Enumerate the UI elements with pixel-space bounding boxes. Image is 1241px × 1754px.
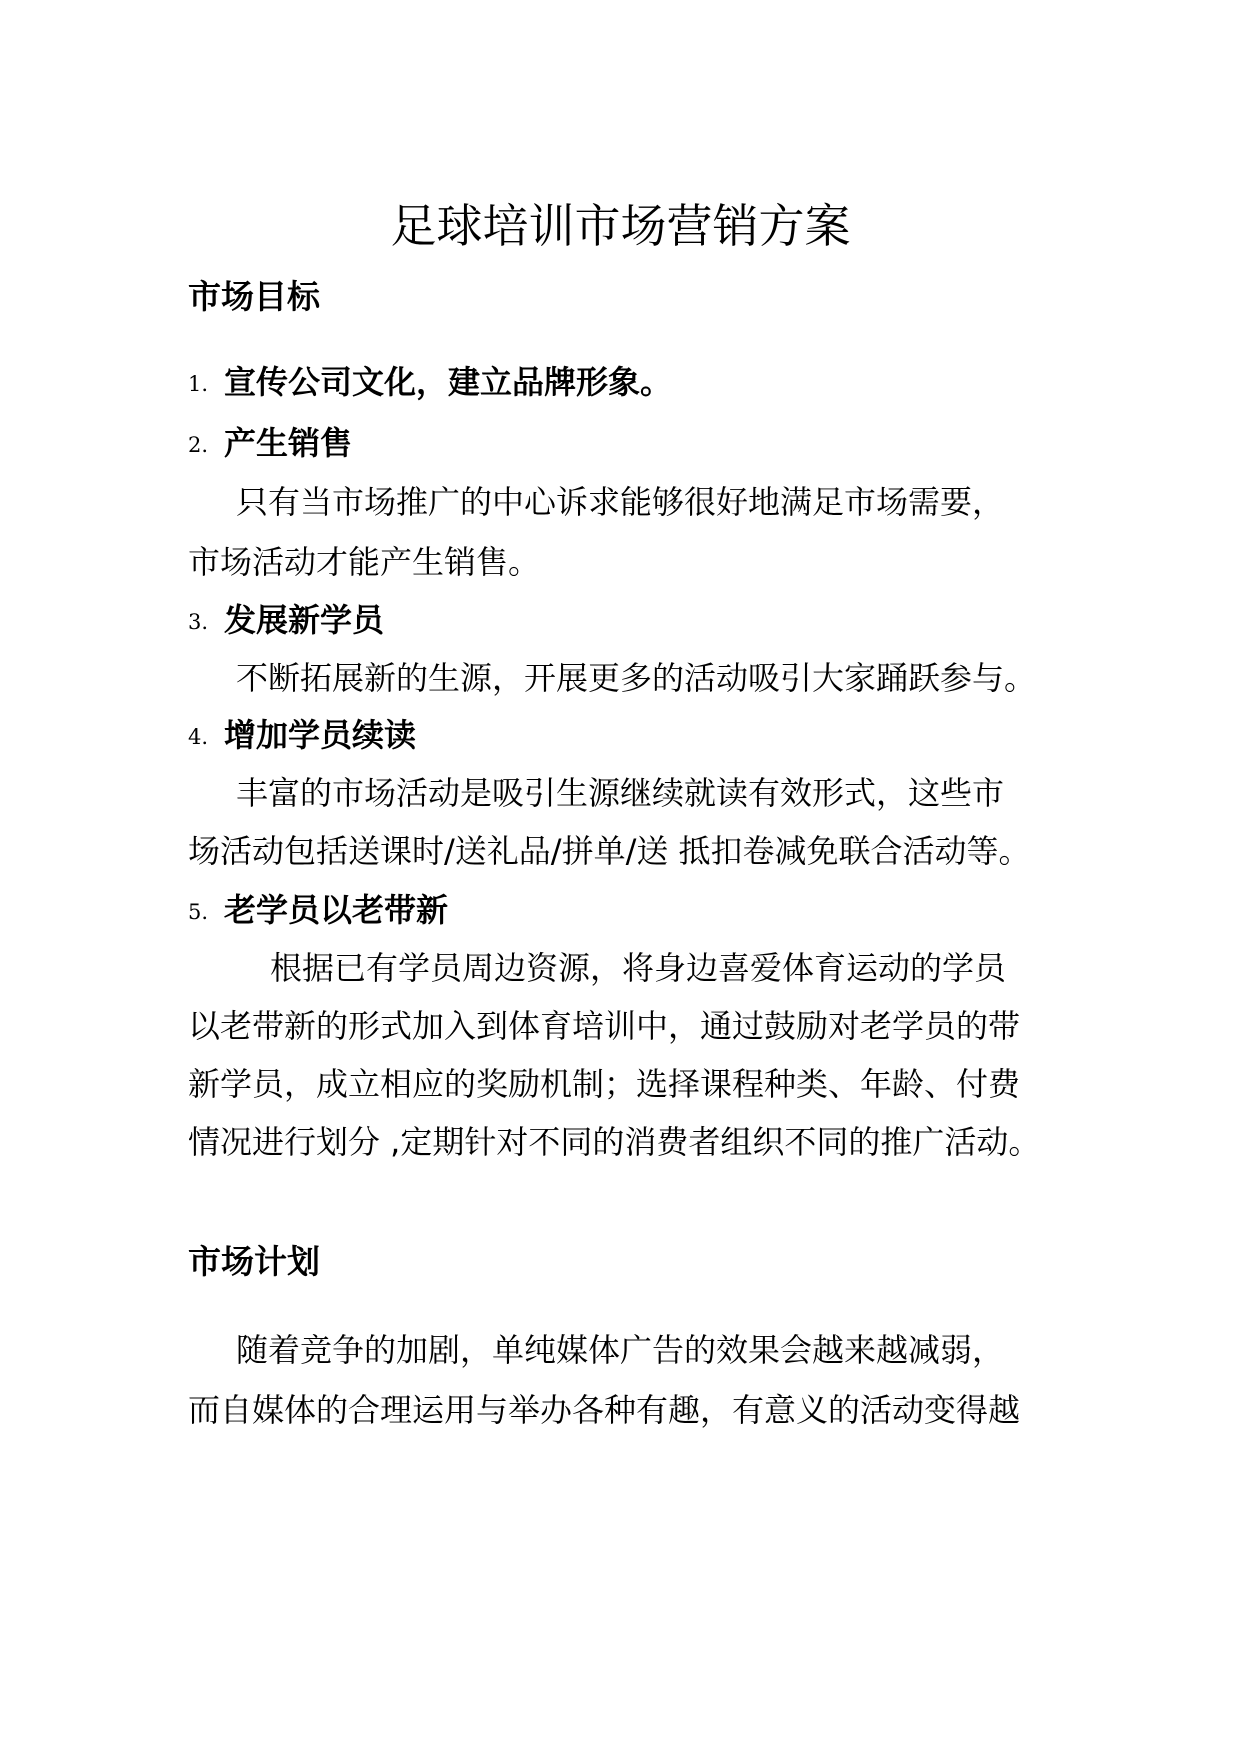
document-title: 足球培训市场营销方案 — [390, 199, 851, 253]
paragraph-line: 情况进行划分 ,定期针对不同的消费者组织不同的推广活动。 — [188, 1123, 1041, 1161]
list-item-4 — [188, 713, 416, 759]
paragraph-line: 随着竞争的加剧，单纯媒体广告的效果会越来越减弱， — [236, 1331, 1005, 1369]
list-item-5 — [188, 888, 448, 934]
paragraph-line: 新学员，成立相应的奖励机制；选择课程种类、年龄、付费 — [188, 1065, 1021, 1103]
list-item-2 — [188, 421, 352, 467]
paragraph-line: 市场活动才能产生销售。 — [188, 543, 541, 581]
list-item-label: 增加学员续读 — [224, 716, 417, 754]
section-heading-market-goals: 市场目标 — [188, 277, 320, 316]
paragraph-line: 以老带新的形式加入到体育培训中，通过鼓励对老学员的带 — [188, 1007, 1021, 1045]
list-number: 2. — [188, 433, 209, 457]
list-item-label: 宣传公司文化，建立品牌形象。 — [224, 363, 673, 401]
paragraph-line: 而自媒体的合理运用与举办各种有趣，有意义的活动变得越 — [188, 1391, 1021, 1429]
list-item-label: 产生销售 — [224, 424, 353, 462]
list-number: 5. — [188, 900, 209, 924]
section-heading-market-plan: 市场计划 — [188, 1242, 320, 1281]
paragraph-line: 不断拓展新的生源，开展更多的活动吸引大家踊跃参与。 — [236, 659, 1037, 697]
paragraph-line: 场活动包括送课时/送礼品/拼单/送 抵扣卷减免联合活动等。 — [188, 832, 1031, 870]
list-item-label: 老学员以老带新 — [224, 891, 449, 929]
paragraph-line: 只有当市场推广的中心诉求能够很好地满足市场需要， — [236, 483, 1005, 521]
list-item-3 — [188, 598, 384, 644]
list-number: 1. — [188, 372, 209, 396]
list-number: 4. — [188, 725, 209, 749]
list-item-1 — [188, 360, 672, 406]
paragraph-line: 根据已有学员周边资源，将身边喜爱体育运动的学员 — [270, 949, 1007, 987]
list-number: 3. — [188, 610, 209, 634]
paragraph-line: 丰富的市场活动是吸引生源继续就读有效形式，这些市 — [236, 774, 1005, 812]
list-item-label: 发展新学员 — [224, 601, 385, 639]
